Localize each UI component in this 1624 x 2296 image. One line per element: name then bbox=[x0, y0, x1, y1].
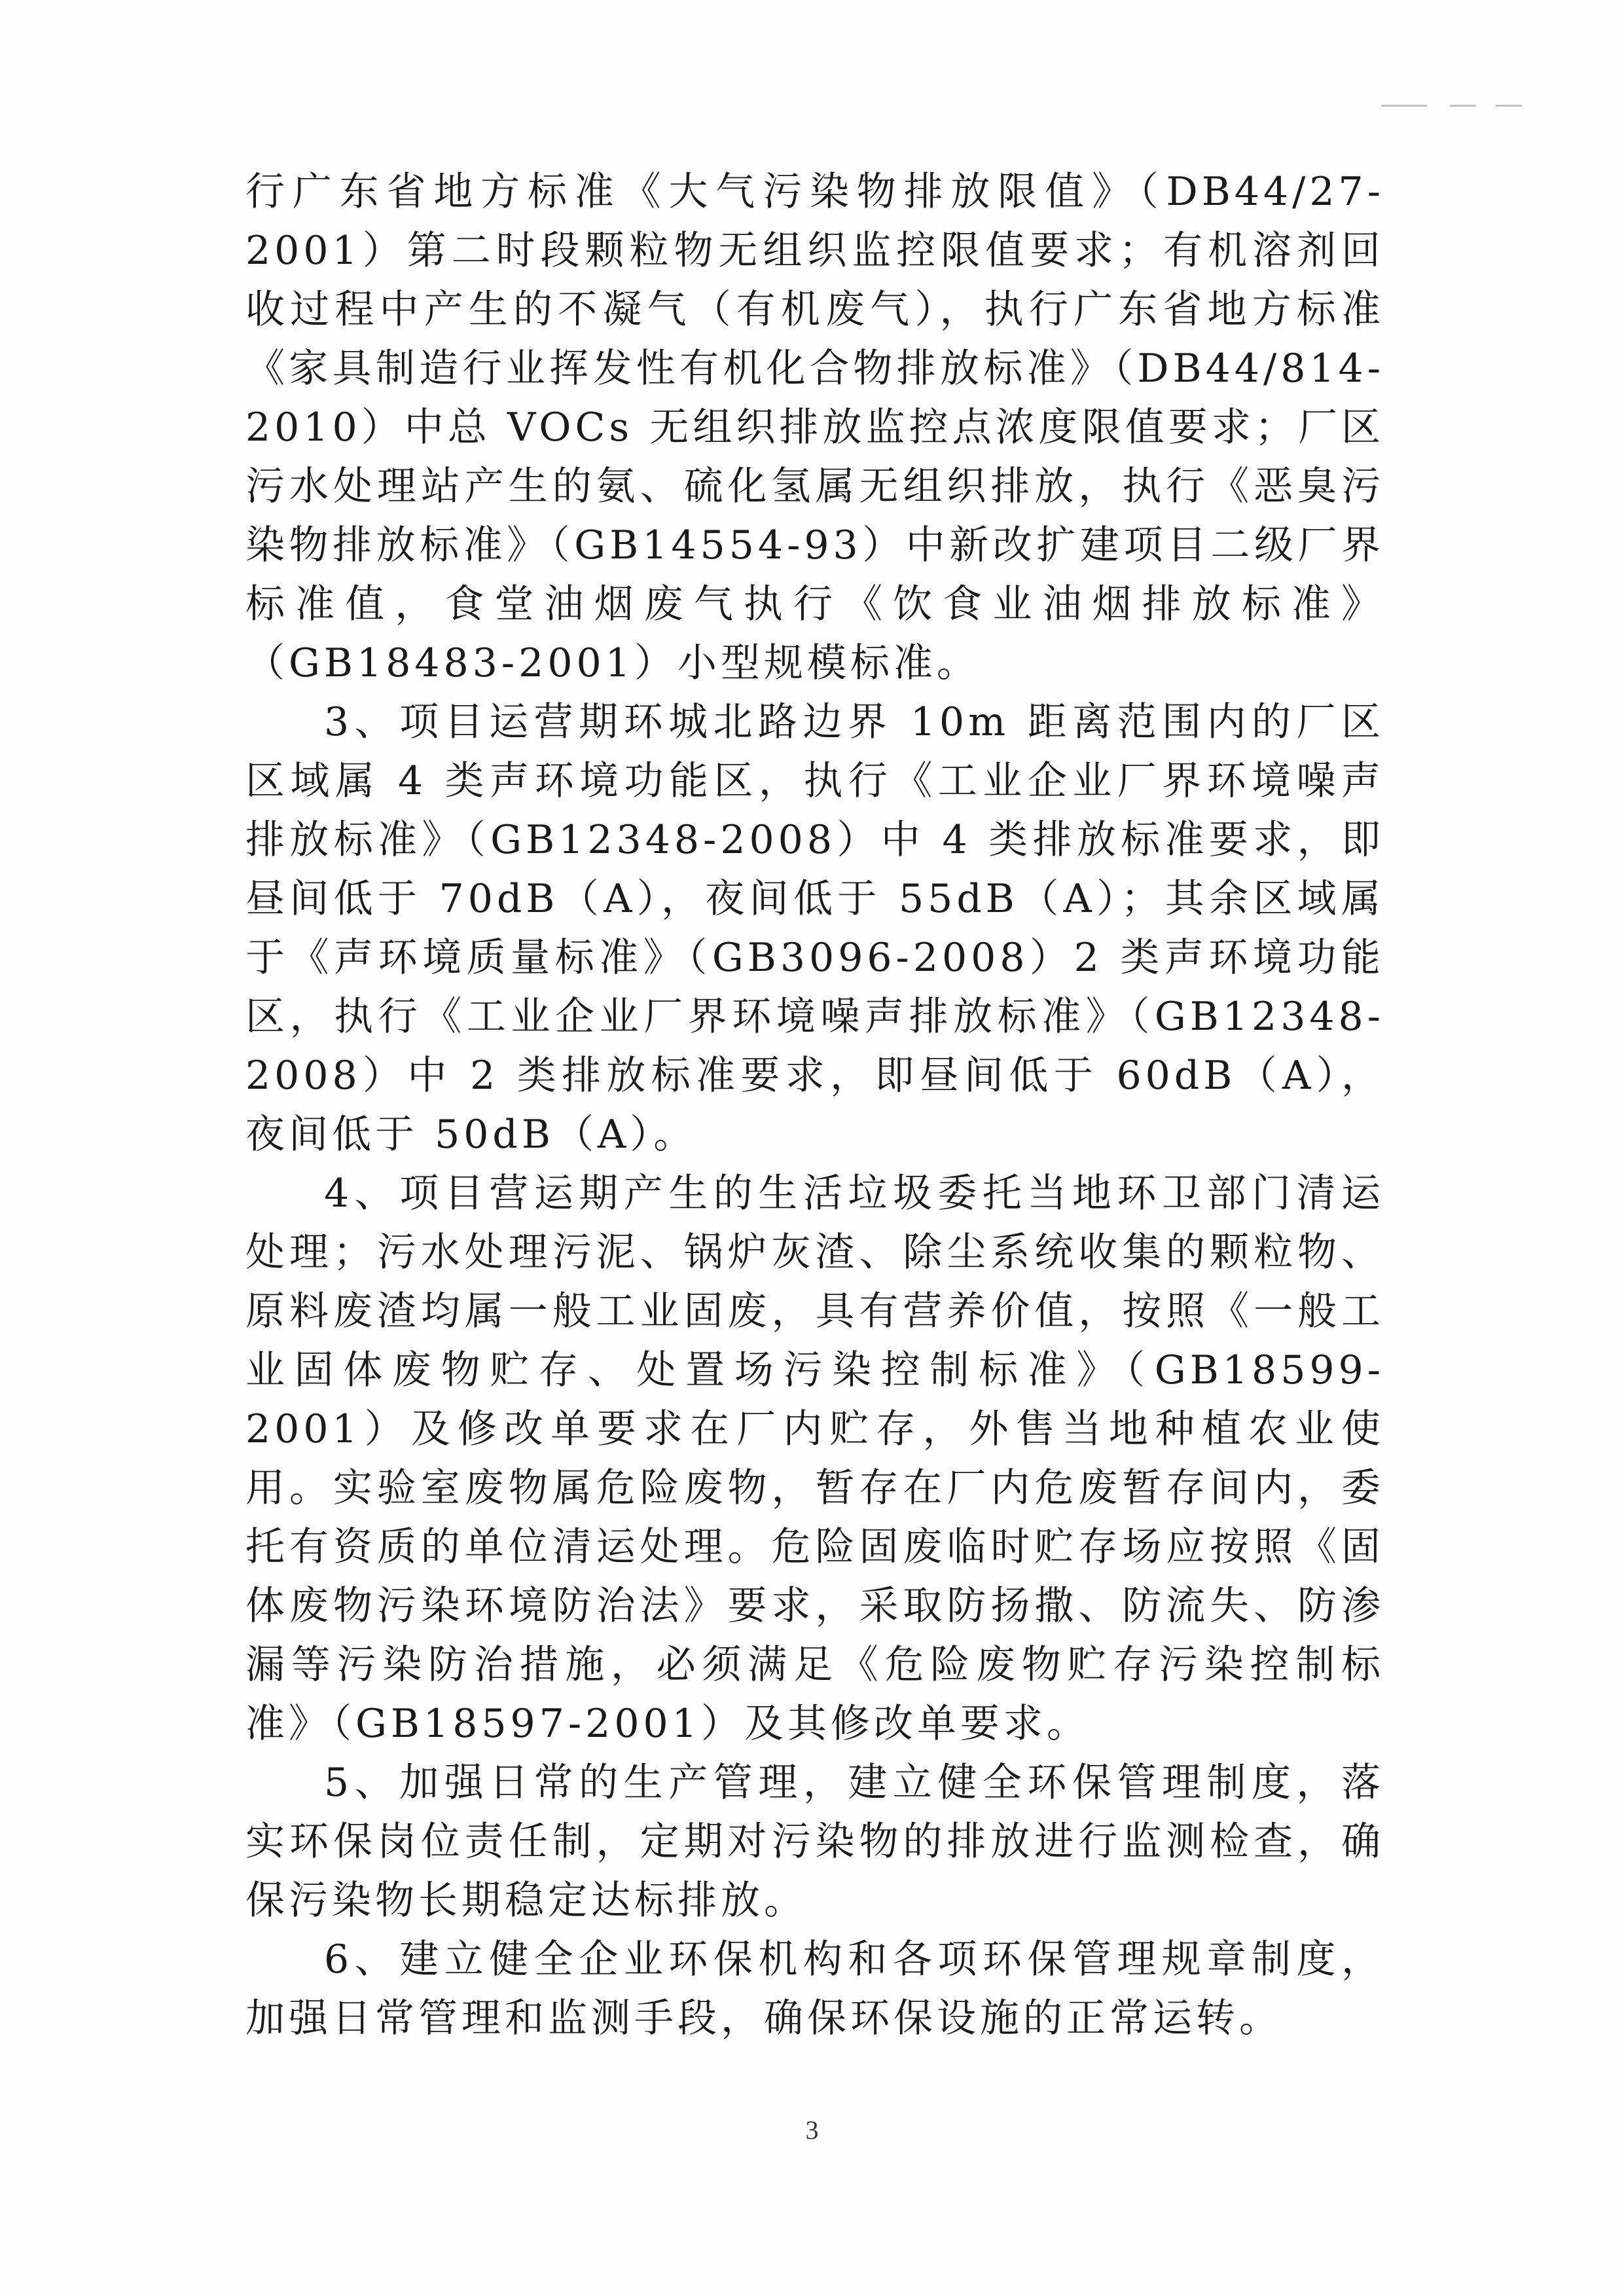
paragraph-item-5: 5、加强日常的生产管理，建立健全环保管理制度，落实环保岗位责任制，定期对污染物的排放进行监测检查，确保污染物长期稳定达标排放。 bbox=[245, 1760, 1384, 1923]
scan-artifact bbox=[1496, 105, 1522, 107]
paragraph-continuation: 行广东省地方标准《大气污染物排放限值》（DB44/27-2001）第二时段颗粒物无组织监控限值要求；有机溶剂回收过程中产生的不凝气（有机废气），执行广东省地方标准《家具制造行业挥发性有机化合物排放标准》（DB44/814-2010）中总 VOCs 无组织排放监控点浓度限值要求；厂区污水处理站产生的氨、硫化氢属无组织排放，执行《恶臭污染物排放标准》（GB14554-93）中新改扩建项目二级厂界标准值，食堂油烟废气执行《饮食业油烟排放标准》（GB18483-2001）小型规模标准。 bbox=[245, 169, 1384, 686]
scan-artifact bbox=[1381, 105, 1427, 107]
paragraph-item-3: 3、项目运营期环城北路边界 10m 距离范围内的厂区区域属 4 类声环境功能区，执行《工业企业厂界环境噪声排放标准》（GB12348-2008）中 4 类排放标准要求，即昼间低于 70dB（A），夜间低于 55dB（A）；其余区域属于《声环境质量标准》（GB3096-2008）2 类声环境功能区，执行《工业企业厂界环境噪声排放标准》（GB12348-2008）中 2 类排放标准要求，即昼间低于 60dB（A），夜间低于 50dB（A）。 bbox=[245, 699, 1384, 1157]
page-number: 3 bbox=[805, 2115, 819, 2145]
scan-artifact bbox=[1450, 105, 1476, 107]
paragraph-item-4: 4、项目营运期产生的生活垃圾委托当地环卫部门清运处理；污水处理污泥、锅炉灰渣、除尘系统收集的颗粒物、原料废渣均属一般工业固废，具有营养价值，按照《一般工业固体废物贮存、处置场污染控制标准》（GB18599-2001）及修改单要求在厂内贮存，外售当地种植农业使用。实验室废物属危险废物，暂存在厂内危废暂存间内，委托有资质的单位清运处理。危险固废临时贮存场应按照《固体废物污染环境防治法》要求，采取防扬撒、防流失、防渗漏等污染防治措施，必须满足《危险废物贮存污染控制标准》（GB18597-2001）及其修改单要求。 bbox=[245, 1171, 1384, 1747]
paragraph-item-6: 6、建立健全企业环保机构和各项环保管理规章制度，加强日常管理和监测手段，确保环保设施的正常运转。 bbox=[245, 1937, 1384, 2041]
document-body bbox=[245, 162, 1384, 2048]
